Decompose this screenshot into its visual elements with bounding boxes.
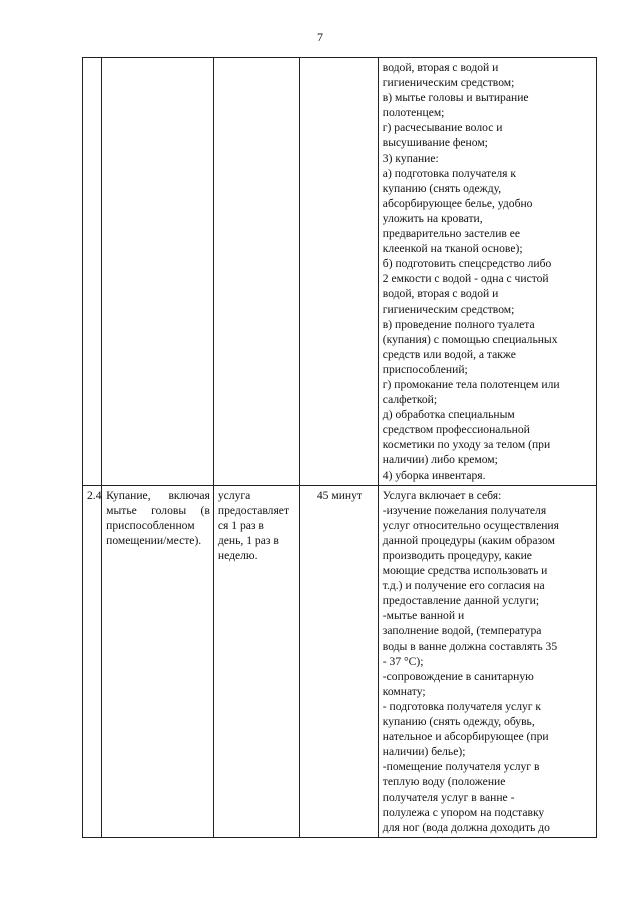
description-line: теплую воду (положение <box>382 775 506 789</box>
service-name-line: помещении/месте). <box>106 533 202 547</box>
description-text <box>383 60 593 483</box>
description-line: средством профессиональной <box>382 423 530 437</box>
description-line: данной процедуры (каким образом <box>382 533 555 547</box>
cell-description <box>378 485 596 837</box>
description-line: водой, вторая с водой и <box>382 287 499 301</box>
service-name <box>106 488 210 548</box>
description-line: т.д.) и получение его согласия на <box>382 579 545 593</box>
frequency-line: предоставляет <box>217 503 290 517</box>
description-line: 3) купание: <box>382 151 439 165</box>
description-line: -помещение получателя услуг в <box>382 760 540 774</box>
frequency-line: ся 1 раз в <box>217 518 264 532</box>
description-line: приспособлений; <box>382 362 468 376</box>
description-line: гигиеническим средством; <box>382 76 515 90</box>
description-line: абсорбирующее белье, удобно <box>382 196 533 210</box>
description-line: высушивание феном; <box>382 136 488 150</box>
description-line: в) проведение полного туалета <box>382 317 535 331</box>
frequency-line: неделю. <box>217 549 258 562</box>
service-name-line: приспособленном <box>106 518 195 532</box>
description-line: производить процедуру, какие <box>382 549 532 562</box>
frequency-line: услуга <box>217 488 251 502</box>
description-line: гигиеническим средством; <box>382 302 515 316</box>
description-line: моющие средства использовать и <box>382 564 548 578</box>
frequency-line: день, 1 раз в <box>217 533 279 547</box>
description-line: клеенкой на тканой основе); <box>382 242 523 256</box>
description-line: заполнение водой, (температура <box>382 624 542 638</box>
description-line: 4) уборка инвентаря. <box>382 468 486 482</box>
description-line: б) подготовить спецсредство либо <box>382 257 552 271</box>
description-line: предварительно застелив ее <box>382 227 521 241</box>
service-name-line: Купание, включая <box>106 488 210 502</box>
description-line: комнату; <box>382 684 426 698</box>
description-line: г) промокание тела полотенцем или <box>382 377 560 391</box>
cell-name <box>102 58 214 486</box>
description-line: д) обработка специальным <box>382 408 515 422</box>
description-line: средств или водой, а также <box>382 347 516 361</box>
service-name-line: мытье головы (в <box>106 503 210 517</box>
cell-duration: 45 минут <box>300 485 379 837</box>
description-line: нательное и абсорбирующее (при <box>382 730 549 744</box>
page-number: 7 <box>317 30 323 44</box>
table-row-continuation <box>83 58 597 486</box>
cell-number: 2.4 <box>83 485 102 837</box>
cell-description <box>378 58 596 486</box>
description-line: (купания) с помощью специальных <box>382 332 558 346</box>
description-line: Услуга включает в себя: <box>382 488 502 502</box>
description-line: водой, вторая с водой и <box>382 61 499 74</box>
description-line: воды в ванне должна составлять 35 <box>382 639 558 653</box>
description-line: 2 емкости с водой - одна с чистой <box>382 272 549 286</box>
cell-duration <box>300 58 379 486</box>
description-line: уложить на кровати, <box>382 211 483 225</box>
service-frequency <box>218 488 296 563</box>
cell-number <box>83 58 102 486</box>
description-line: - 37 °С); <box>382 654 424 668</box>
description-line: в) мытье головы и вытирание <box>382 91 529 105</box>
services-table <box>82 57 597 838</box>
description-line: предоставление данной услуги; <box>382 594 540 608</box>
description-line: услуг относительно осуществления <box>382 518 559 532</box>
cell-name <box>102 485 214 837</box>
description-line: - подготовка получателя услуг к <box>382 699 542 713</box>
description-line: для ног (вода должна доходить до <box>382 820 550 834</box>
description-line: косметики по уходу за телом (при <box>382 438 551 452</box>
description-line: купанию (снять одежду, <box>382 181 502 195</box>
description-line: а) подготовка получателя к <box>382 166 517 180</box>
table-row-2-4 <box>83 485 597 837</box>
cell-frequency <box>213 485 299 837</box>
description-text <box>383 488 593 835</box>
description-line: г) расчесывание волос и <box>382 121 503 135</box>
description-line: получателя услуг в ванне - <box>382 790 515 804</box>
description-line: салфеткой; <box>382 393 438 407</box>
description-line: полотенцем; <box>382 106 445 120</box>
description-line: -изучение пожелания получателя <box>382 503 547 517</box>
description-line: купанию (снять одежду, обувь, <box>382 715 535 729</box>
description-line: наличии) либо кремом; <box>382 453 498 467</box>
description-line: -сопровождение в санитарную <box>382 669 534 683</box>
cell-frequency <box>213 58 299 486</box>
description-line: полулежа с упором на подставку <box>382 805 545 819</box>
description-line: наличии) белье); <box>382 745 466 759</box>
description-line: -мытье ванной и <box>382 609 465 623</box>
